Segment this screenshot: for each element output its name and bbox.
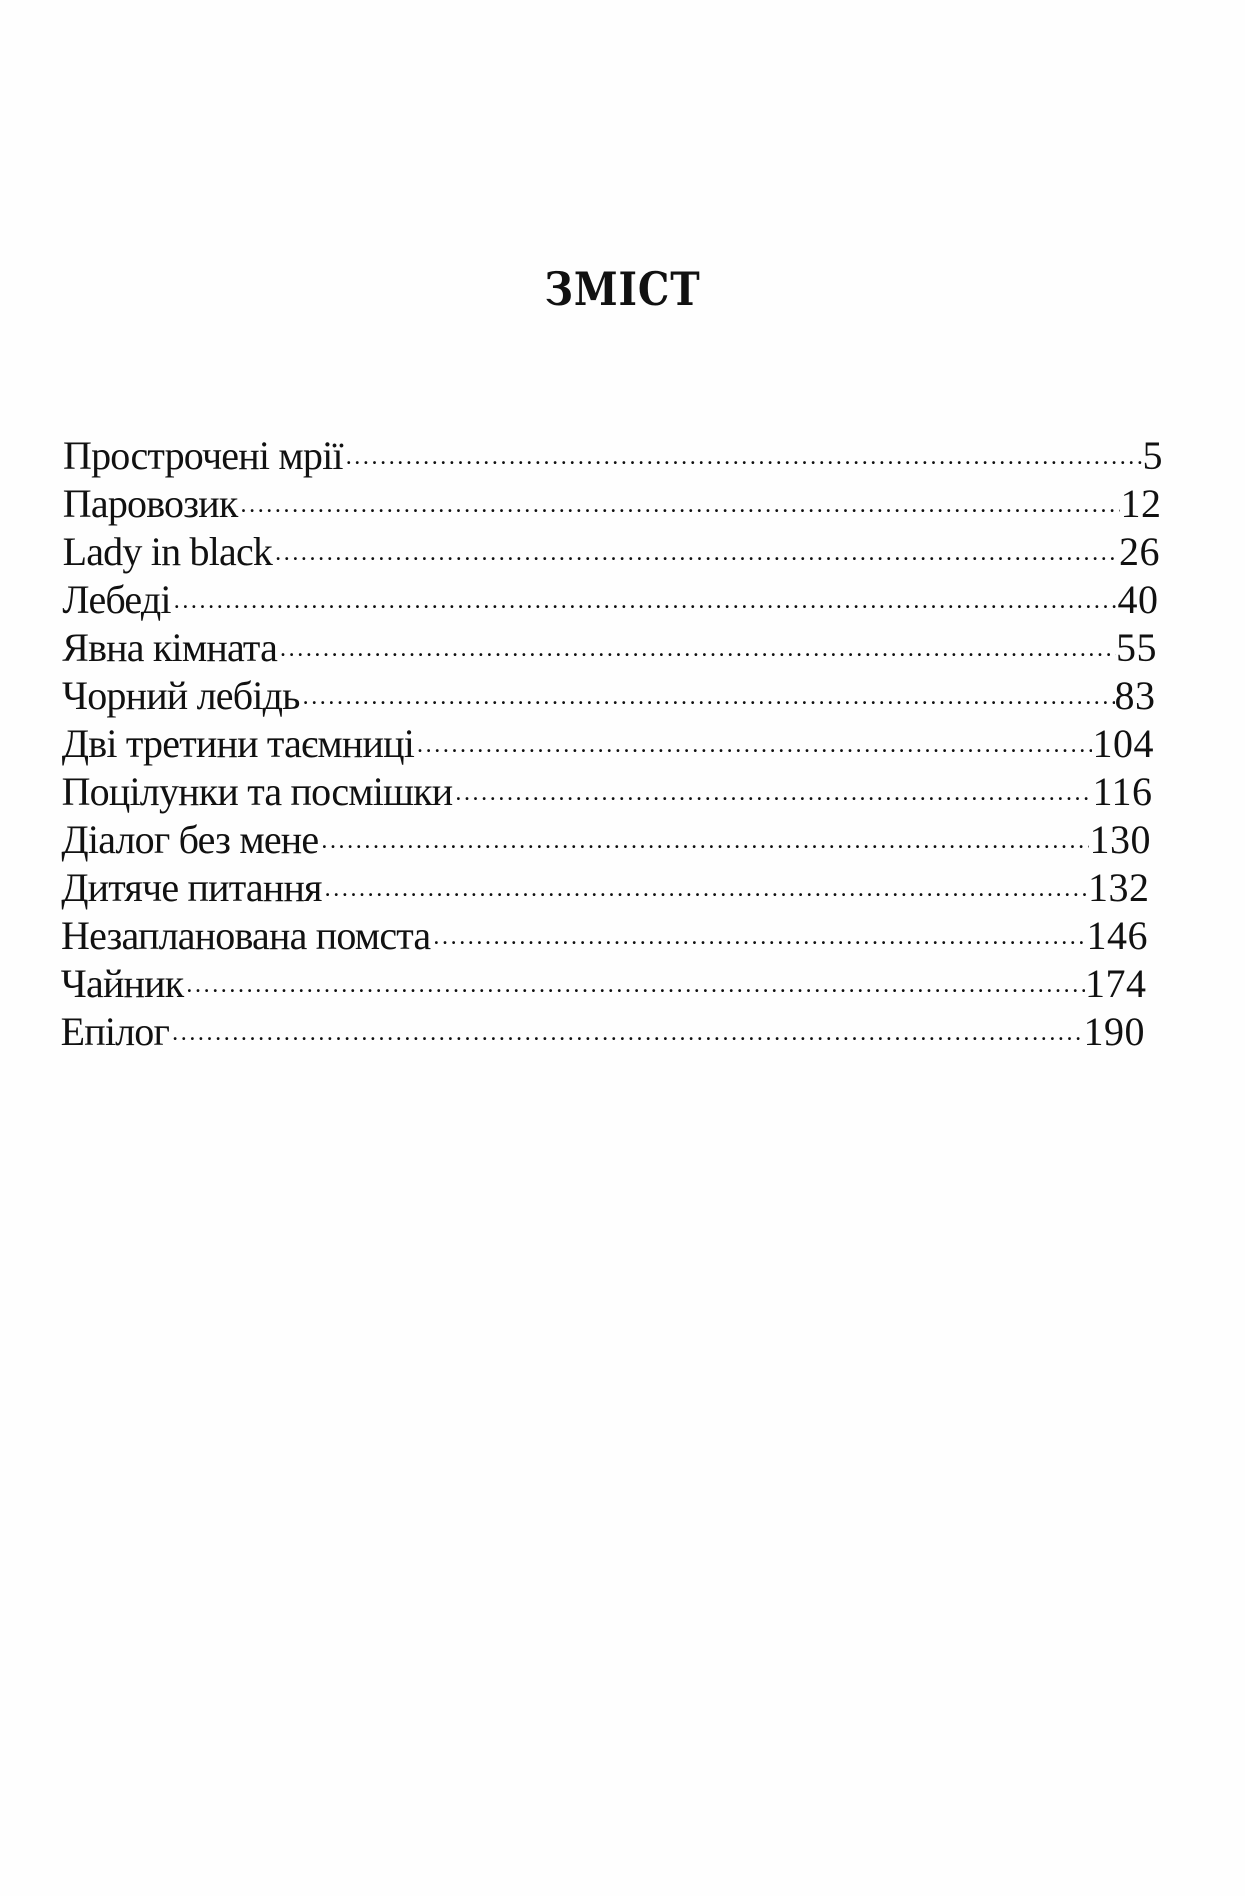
toc-entry-page: 40 [1117, 577, 1159, 622]
toc-entry-title: Дитяче питання [61, 865, 322, 910]
toc-entry [63, 432, 1163, 480]
toc-entry-page: 190 [1083, 1009, 1145, 1054]
dot-leader [171, 586, 1118, 624]
toc-entry [62, 672, 1156, 720]
toc-entry-page: 132 [1087, 865, 1150, 910]
toc-entry-page: 26 [1118, 529, 1160, 574]
toc-entry [62, 576, 1158, 624]
toc-entry-page: 116 [1092, 769, 1153, 814]
toc-entry-page: 104 [1092, 721, 1154, 766]
dot-leader [430, 922, 1086, 960]
toc-entry [61, 960, 1147, 1008]
toc-entry-title: Лебеді [62, 577, 171, 622]
dot-leader [169, 1018, 1083, 1056]
toc-entry-title: Епілог [60, 1009, 170, 1054]
toc-entry-page: 83 [1114, 673, 1156, 718]
dot-leader [277, 634, 1116, 672]
page-title: ЗМІСТ [544, 262, 701, 316]
toc-entry-page: 5 [1142, 433, 1163, 478]
toc-entry-title: Дві третини таємниці [61, 721, 415, 766]
toc-entry-page: 130 [1089, 817, 1151, 862]
toc-entry [62, 624, 1157, 672]
toc-entry-title: Явна кімната [62, 625, 278, 670]
toc-entry-title: Діалог без мене [61, 817, 319, 862]
dot-leader [300, 682, 1115, 720]
toc-entry-title: Паровозик [62, 481, 238, 526]
toc-entry [63, 480, 1162, 528]
toc-entry [62, 768, 1153, 816]
toc-entry-page: 174 [1084, 961, 1147, 1006]
dot-leader [452, 778, 1092, 816]
dot-leader [272, 538, 1119, 576]
toc-entry-page: 55 [1115, 625, 1157, 670]
toc-entry [61, 1008, 1145, 1056]
dot-leader [238, 490, 1121, 528]
toc-entry-title: Чорний лебідь [62, 673, 300, 718]
toc-entry-title: Чайник [60, 961, 184, 1006]
toc-entry-title: Прострочені мрії [63, 433, 343, 478]
toc-entry-title: Lady in black [62, 529, 273, 574]
dot-leader [414, 730, 1092, 768]
dot-leader [322, 874, 1088, 912]
toc-entry [61, 912, 1148, 960]
toc-entry-page: 146 [1086, 913, 1148, 958]
toc-entry [63, 528, 1160, 576]
toc-entry [61, 816, 1151, 864]
toc-entry-title: Поцілунки та посмішки [61, 769, 453, 814]
dot-leader [318, 826, 1089, 864]
toc-entry-page: 12 [1120, 481, 1162, 526]
dot-leader [343, 442, 1143, 480]
toc-entry [62, 720, 1154, 768]
toc-entry-title: Незапланована помста [61, 913, 431, 958]
toc-entry [61, 864, 1149, 912]
dot-leader [183, 970, 1085, 1008]
